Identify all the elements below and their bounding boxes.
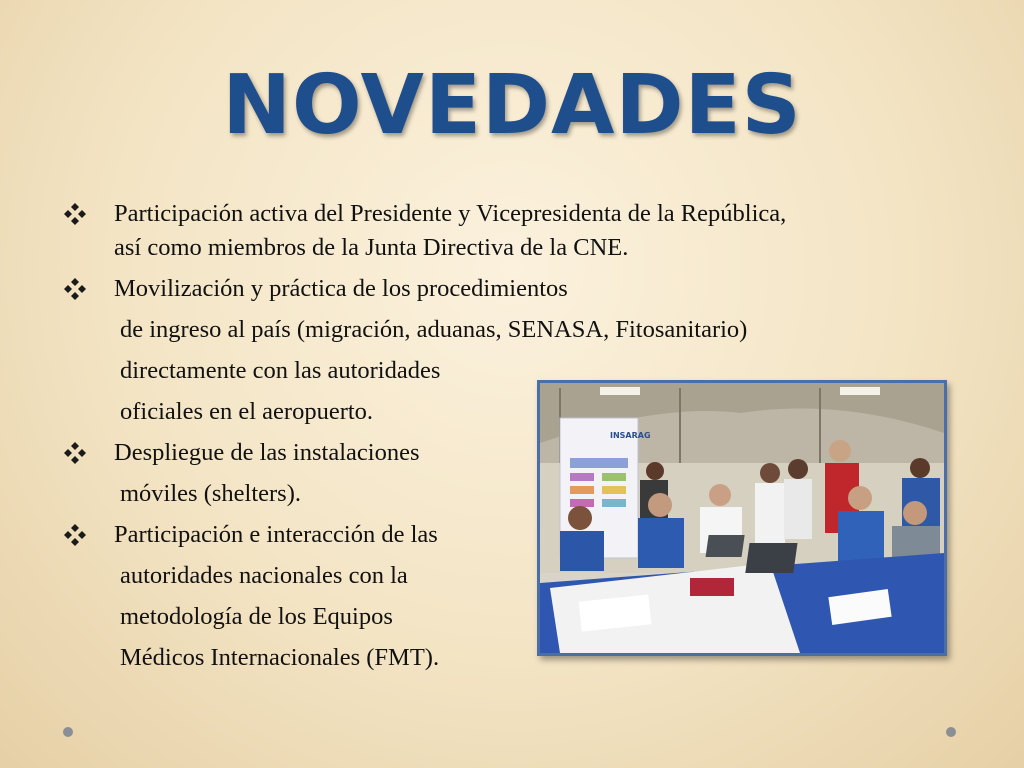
slide-title: NOVEDADES bbox=[222, 58, 802, 153]
diamond-bullet-icon bbox=[60, 520, 90, 550]
bullet-text-line: de ingreso al país (migración, aduanas, SENASA, Fitosanitario) bbox=[120, 316, 748, 343]
bullet-text-line: Despliegue de las instalaciones bbox=[114, 439, 420, 466]
bullet-text-line: móviles (shelters). bbox=[120, 480, 301, 507]
bullet-text-line: Movilización y práctica de los procedimientos bbox=[114, 275, 568, 302]
bullet-text-line: metodología de los Equipos bbox=[120, 603, 393, 630]
meeting-photo-illustration bbox=[540, 383, 944, 653]
nav-dot-icon bbox=[63, 727, 73, 737]
bullet-text-line: autoridades nacionales con la bbox=[120, 562, 408, 589]
bullet-text-line: Médicos Internacionales (FMT). bbox=[120, 644, 440, 671]
nav-dot-icon bbox=[946, 727, 956, 737]
bullet-text-line: así como miembros de la Junta Directiva de la CNE. bbox=[114, 234, 629, 261]
banner-text: INSARAG bbox=[610, 431, 651, 440]
bullet-text-line: directamente con las autoridades bbox=[120, 357, 441, 384]
bullet-text-line: oficiales en el aeropuerto. bbox=[120, 398, 374, 425]
diamond-bullet-icon bbox=[60, 438, 90, 468]
diamond-bullet-icon bbox=[60, 199, 90, 229]
diamond-bullet-icon bbox=[60, 274, 90, 304]
meeting-photo bbox=[537, 380, 947, 656]
bullet-text-line: Participación e interacción de las bbox=[114, 521, 438, 548]
bullet-text-line: Participación activa del Presidente y Vicepresidenta de la República, bbox=[114, 200, 787, 227]
